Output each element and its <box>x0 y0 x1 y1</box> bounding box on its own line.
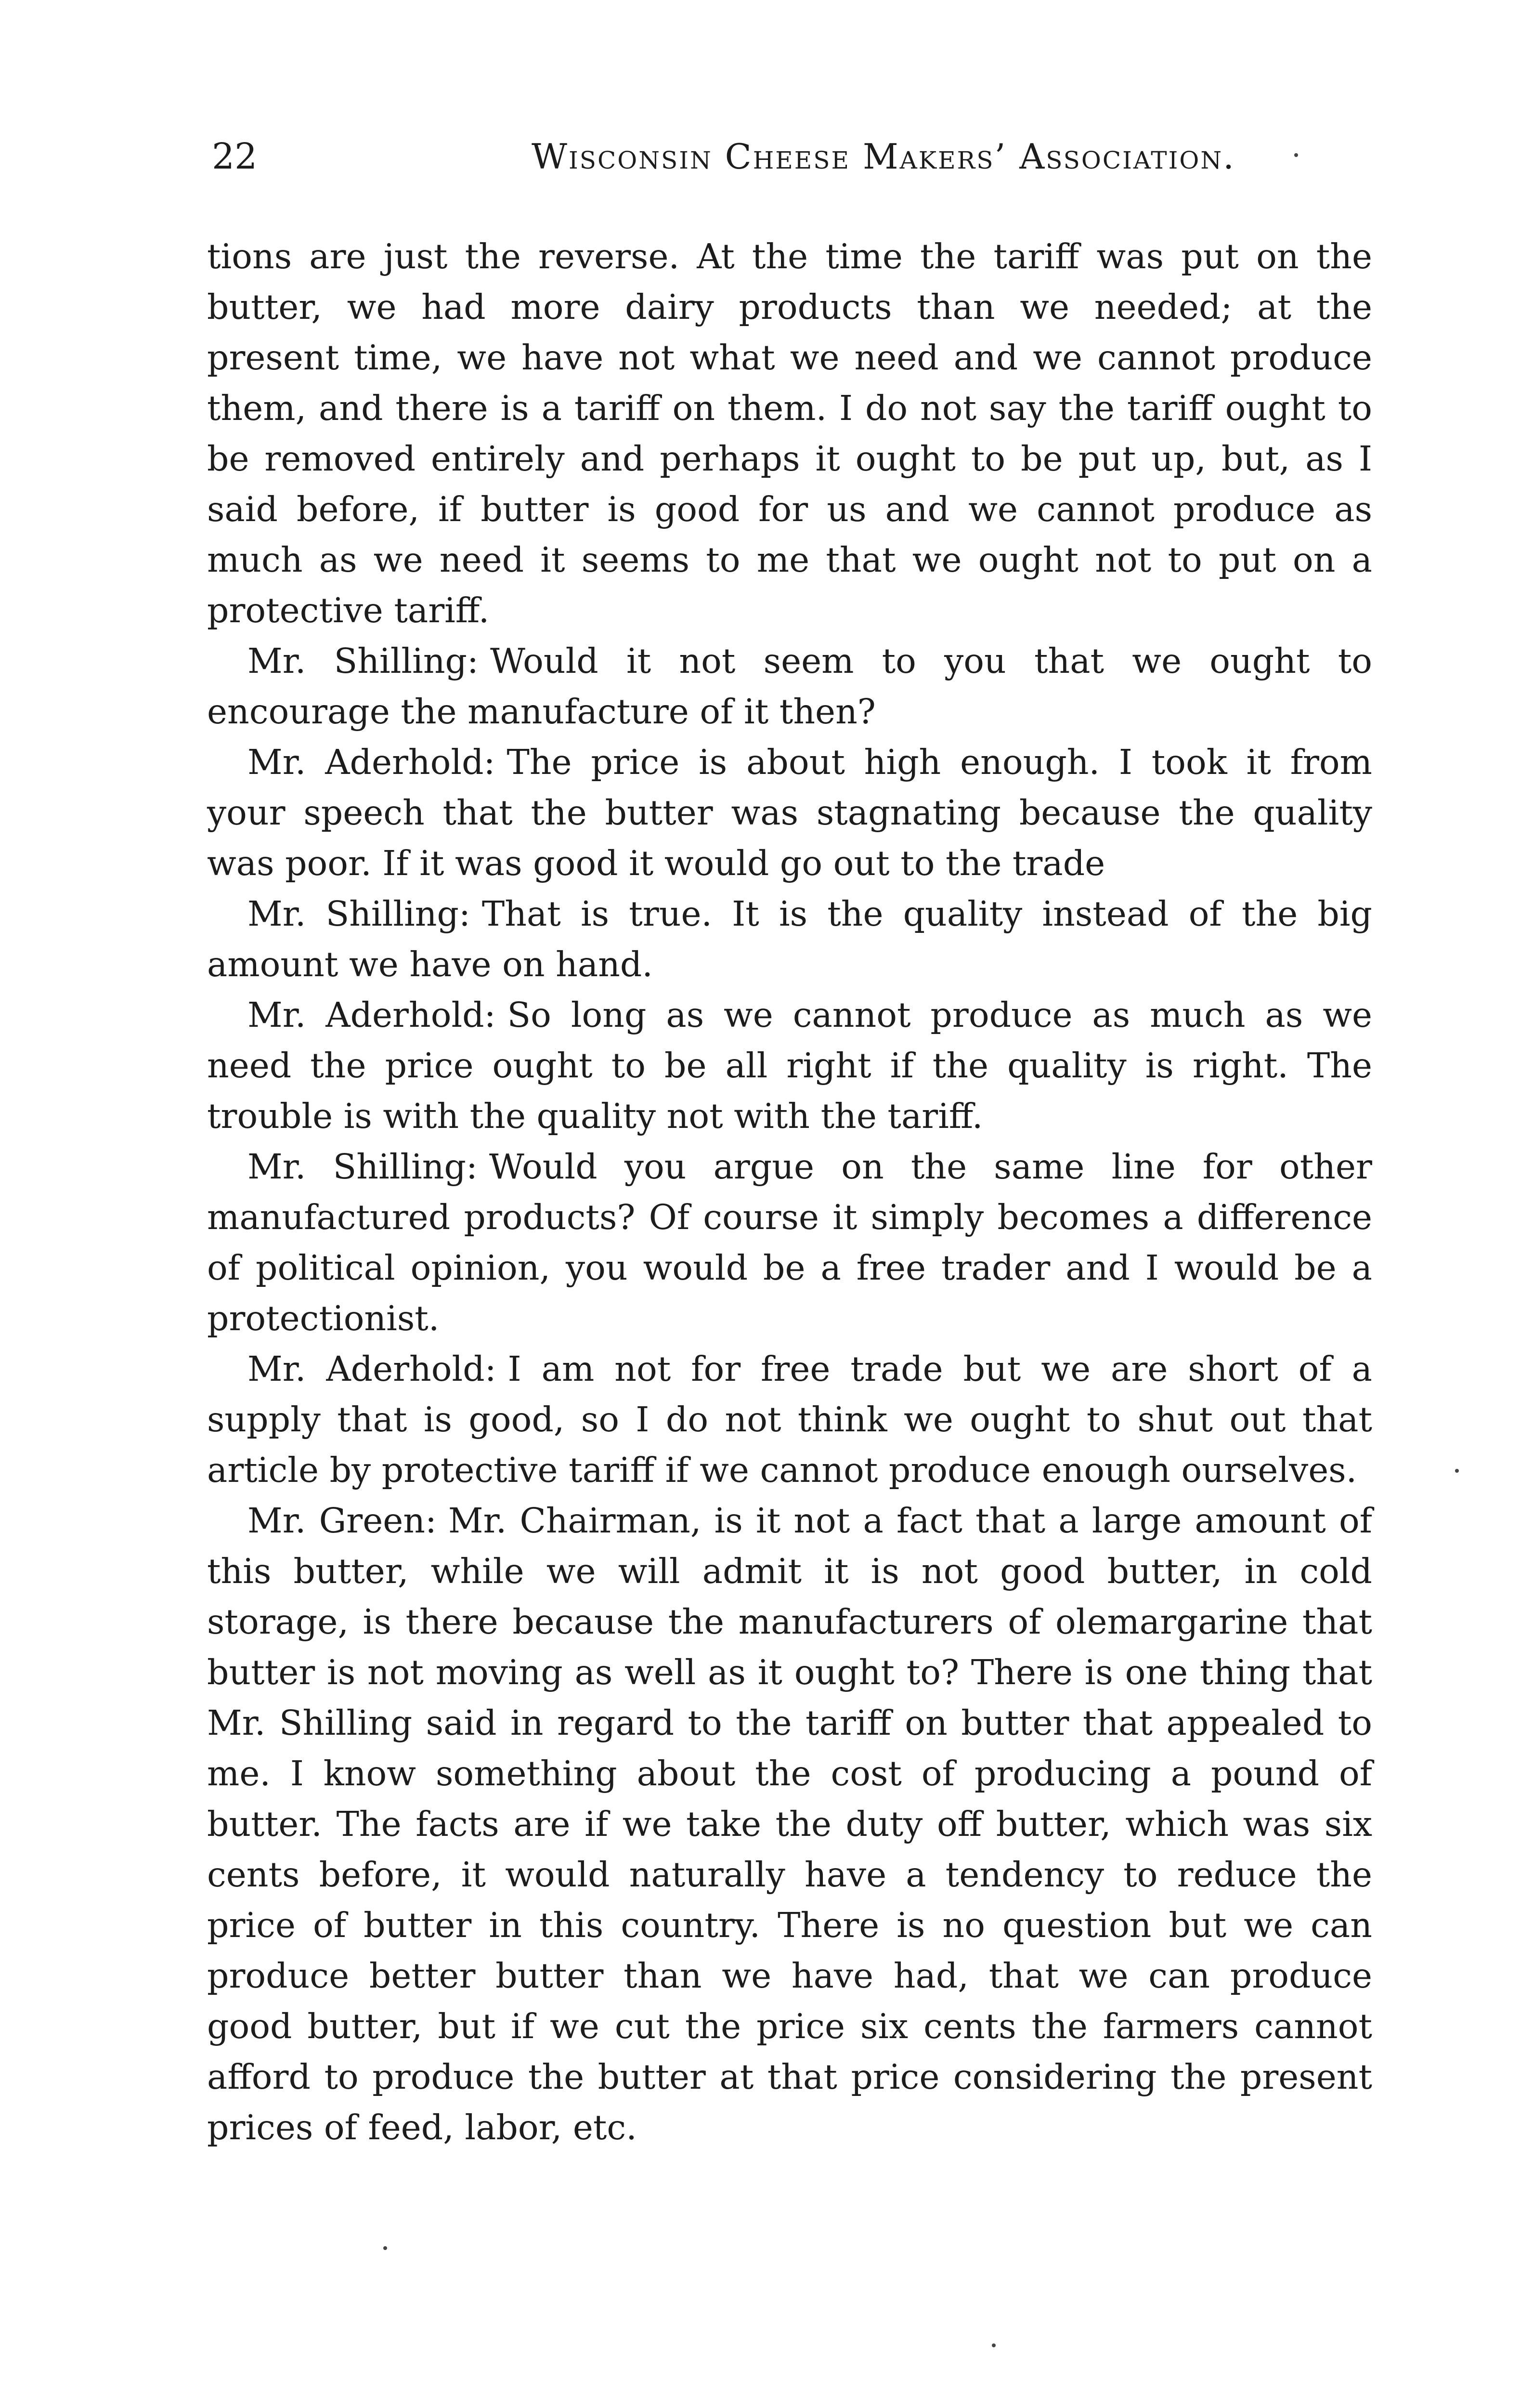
paragraph-text: Would it not seem to you that we ought to encourage the manufacture of it then? <box>207 641 1372 732</box>
paragraph-text: Mr. Chairman, is it not a fact that a large amount of this butter, while we will admit it is not good butter, in cold storage, is there because the manufacturers of olemargarine that butter is not moving as well as it ought to? There is one thing that Mr. Shilling said in regard to the tariff on butter that appealed to me. I know something about the cost of producing a pound of butter. The facts are if we take the duty off butter, which was six cents before, it would naturally have a tendency to reduce the price of butter in this country. There is no question but we can produce better butter than we have had, that we can produce good butter, but if we cut the price six cents the farmers cannot afford to produce the butter at that price considering the present prices of feed, labor, etc. <box>207 1501 1372 2147</box>
page-number: 22 <box>212 136 258 177</box>
scan-speck <box>1455 1469 1459 1473</box>
scan-speck <box>383 2246 387 2250</box>
paragraph-text: I am not for free trade but we are short of a supply that is good, so I do not think we ought to shut out that article by protective tariff if we cannot produce enough ourselves. <box>207 1349 1372 1490</box>
page-header <box>212 130 1377 183</box>
paragraph-shilling <box>207 636 1372 737</box>
paragraph-aderhold <box>207 1344 1372 1495</box>
scan-speck <box>992 2343 996 2347</box>
paragraph-shilling <box>207 889 1372 990</box>
speaker-label: Mr. Shilling: <box>247 641 479 681</box>
scan-speck <box>1294 153 1298 157</box>
paragraph-text: Would you argue on the same line for other manufactured products? Of course it simply becomes a difference of political opinion, you would be a free trader and I would be a protectionist. <box>207 1147 1372 1338</box>
speaker-label: Mr. Aderhold: <box>247 1349 496 1389</box>
speaker-label: Mr. Aderhold: <box>247 742 495 782</box>
speaker-label: Mr. Shilling: <box>247 1147 478 1187</box>
speaker-label: Mr. Shilling: <box>247 894 470 934</box>
body-text <box>207 231 1372 2153</box>
paragraph-aderhold <box>207 737 1372 889</box>
paragraph-continuation <box>207 231 1372 636</box>
paragraph-green <box>207 1495 1372 2153</box>
speaker-label: Mr. Green: <box>247 1501 437 1541</box>
paragraph-text: That is true. It is the quality instead of the big amount we have on hand. <box>207 894 1373 984</box>
paragraph-text: The price is about high enough. I took it from your speech that the butter was stagnating because the quality was poor. If it was good it would go out to the trade <box>207 742 1372 883</box>
paragraph-shilling <box>207 1141 1372 1344</box>
running-head: Wisconsin Cheese Makers’ Association. <box>531 136 1236 177</box>
speaker-label: Mr. Aderhold: <box>247 995 496 1035</box>
paragraph-text: So long as we cannot produce as much as we need the price ought to be all right if the quality is right. The trouble is with the quality not with the tariff. <box>207 995 1372 1136</box>
paragraph-aderhold <box>207 990 1372 1141</box>
paragraph-text: tions are just the reverse. At the time the tariff was put on the butter, we had more dairy products than we needed; at the present time, we have not what we need and we cannot produce them, and there is a tariff on them. I do not say the tariff ought to be removed entirely and perhaps it ought to be put up, but, as I said before, if butter is good for us and we cannot produce as much as we need it seems to me that we ought not to put on a protective tariff. <box>207 236 1372 630</box>
